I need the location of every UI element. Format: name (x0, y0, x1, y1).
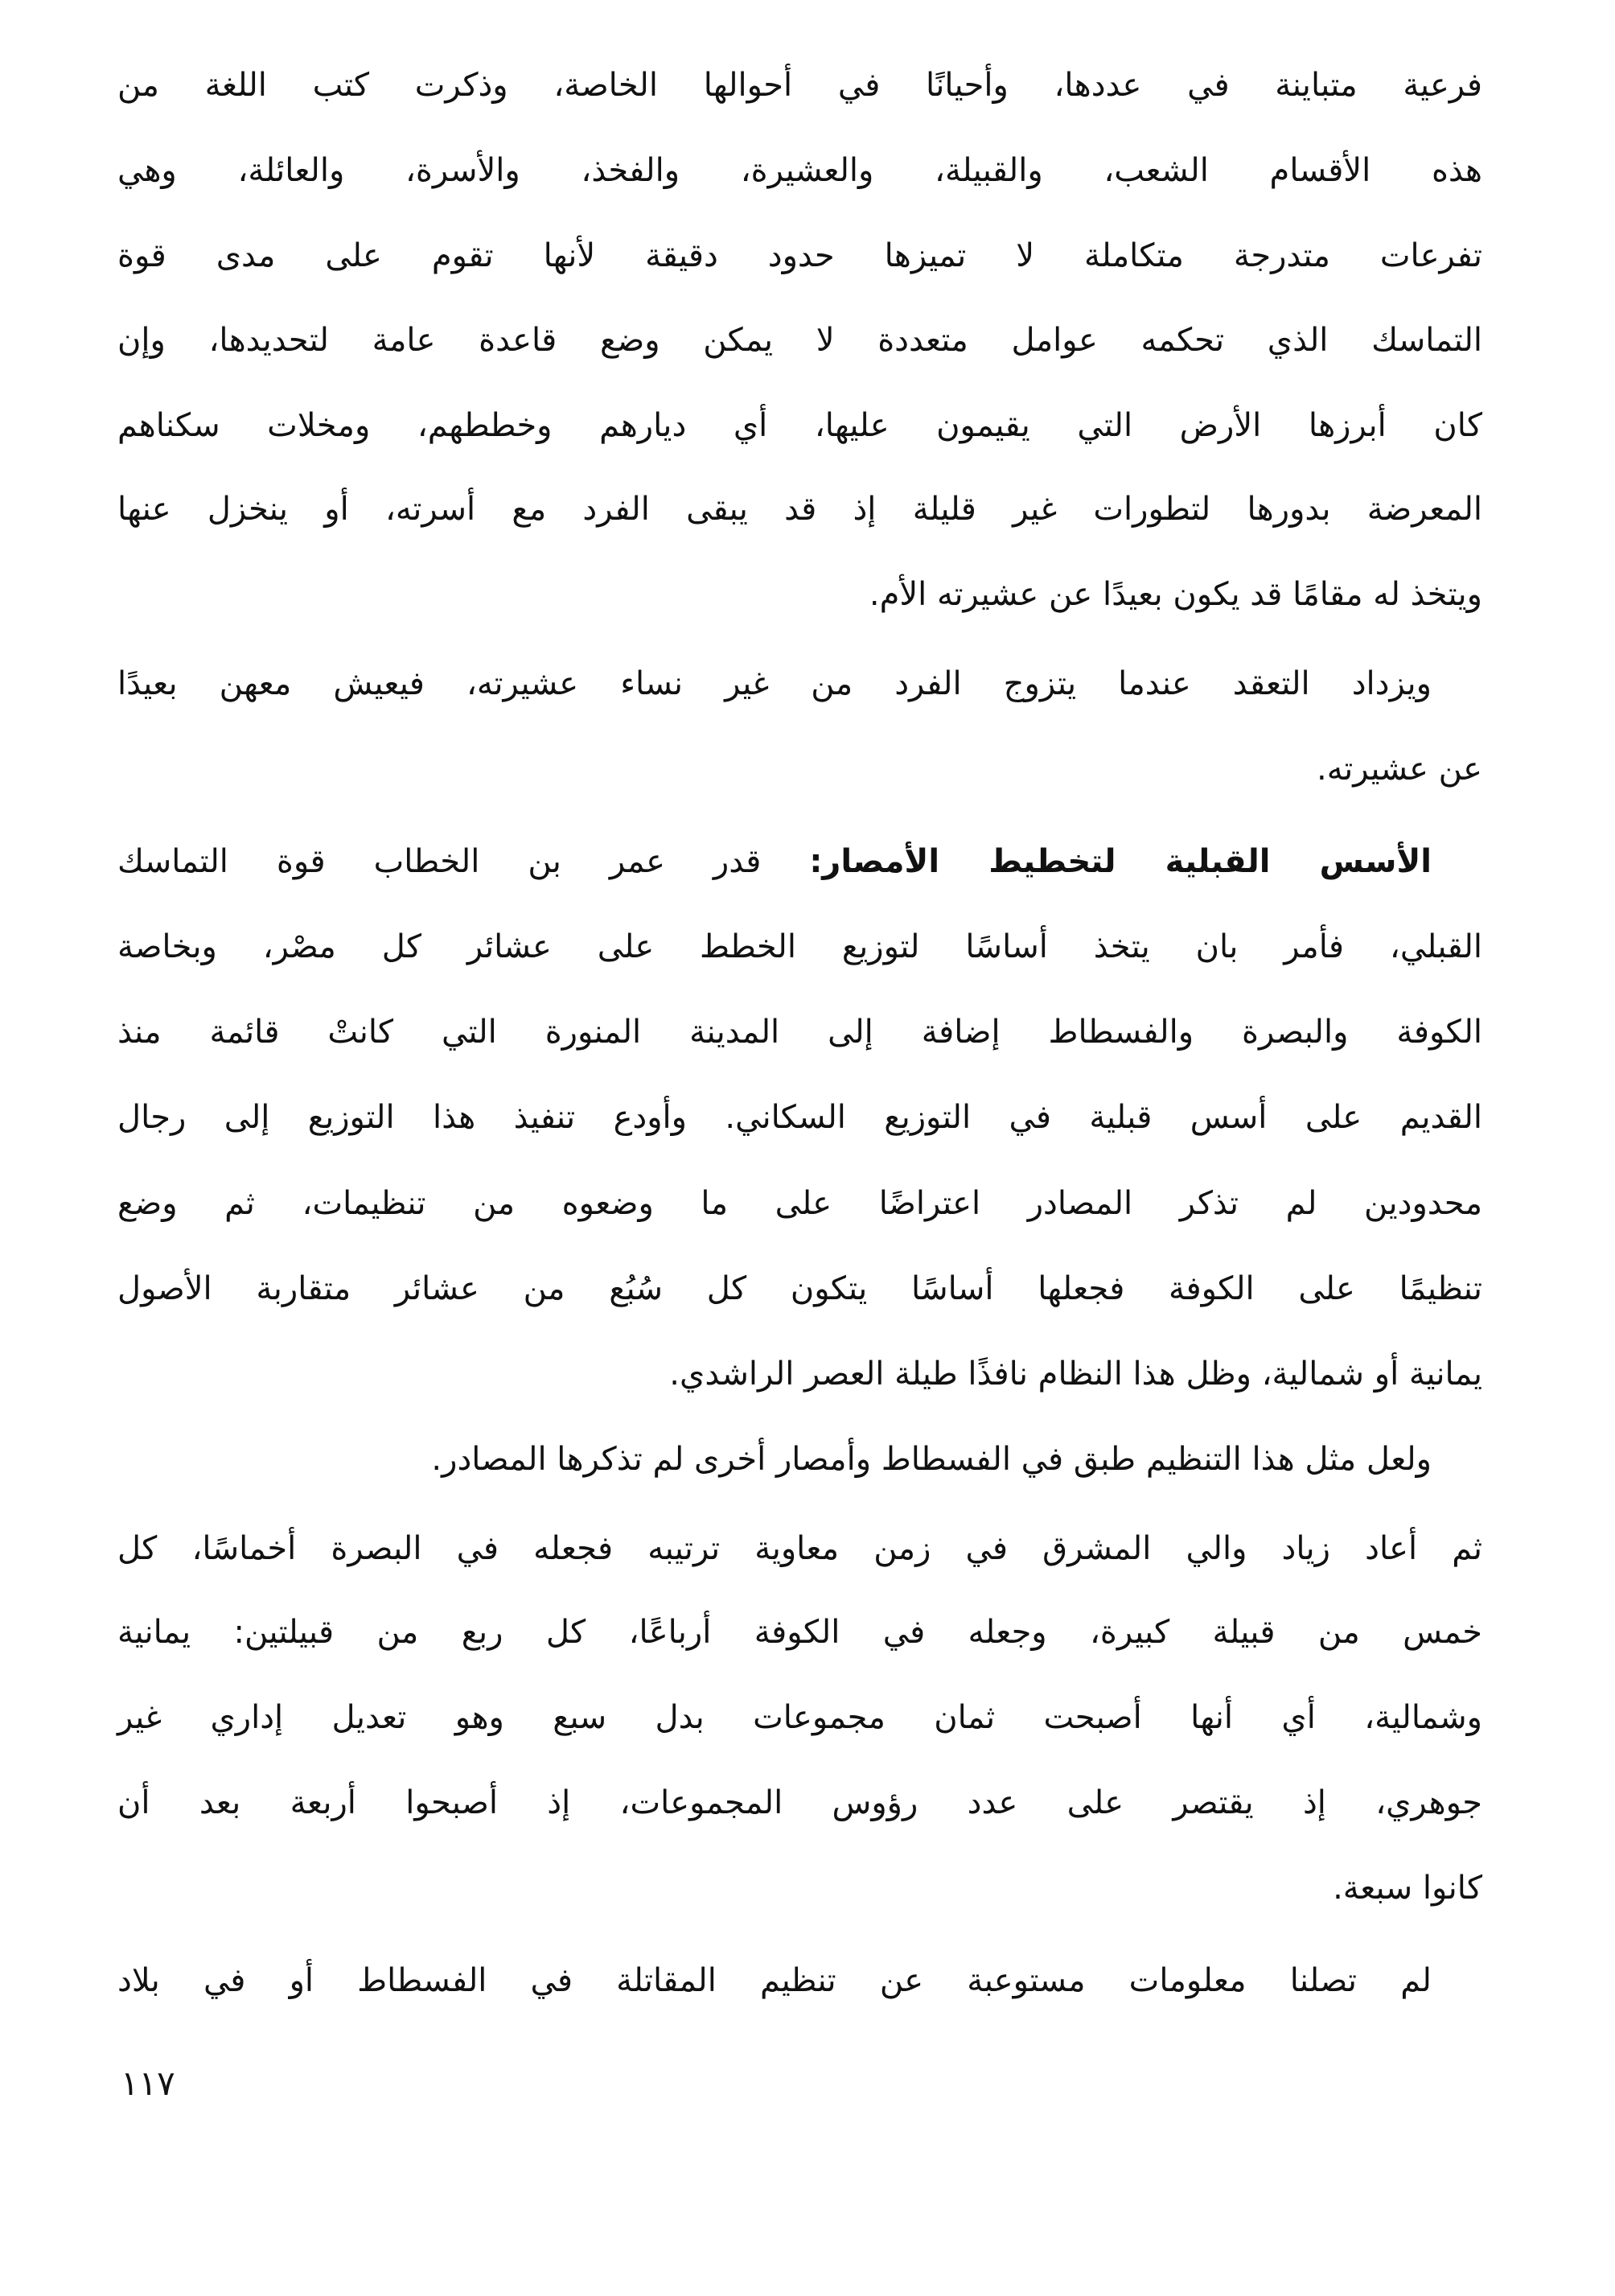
text-line: المعرضة بدورها لتطورات غير قليلة إذ قد يبقى الفرد مع أسرته، أو ينخزل عنها (117, 491, 1482, 528)
text-line: وشمالية، أي أنها أصبحت ثمان مجموعات بدل سبع وهو تعديل إداري غير (117, 1699, 1482, 1736)
section-heading: الأسس القبلية لتخطيط الأمصار: (809, 843, 1432, 880)
text-line: تفرعات متدرجة متكاملة لا تميزها حدود دقيقة لأنها تقوم على مدى قوة (117, 237, 1482, 274)
text-line: تنظيمًا على الكوفة فجعلها أساسًا يتكون كل سُبُع من عشائر متقاربة الأصول (117, 1270, 1482, 1307)
text-line: التماسك الذي تحكمه عوامل متعددة لا يمكن وضع قاعدة عامة لتحديدها، وإن (117, 322, 1482, 359)
text-line: القديم على أسس قبلية في التوزيع السكاني. وأودع تنفيذ هذا التوزيع إلى رجال (117, 1099, 1482, 1136)
text-line: فرعية متباينة في عددها، وأحيانًا في أحوالها الخاصة، وذكرت كتب اللغة من (117, 67, 1482, 104)
text-line: محدودين لم تذكر المصادر اعتراضًا على ما وضعوه من تنظيمات، ثم وضع (117, 1185, 1482, 1222)
text-line: القبلي، فأمر بان يتخذ أساسًا لتوزيع الخطط على عشائر كل مصْر، وبخاصة (117, 928, 1482, 965)
page-number: ١١٧ (121, 2064, 175, 2103)
text-fragment: قدر عمر بن الخطاب قوة التماسك (117, 843, 762, 880)
text-line: ويتخذ له مقامًا قد يكون بعيدًا عن عشيرته الأم. (869, 576, 1482, 613)
text-line: ولعل مثل هذا التنظيم طبق في الفسطاط وأمصار أخرى لم تذكرها المصادر. (431, 1441, 1432, 1478)
text-line: ويزداد التعقد عندما يتزوج الفرد من غير نساء عشيرته، فيعيش معهن بعيدًا (117, 665, 1432, 702)
text-line: كانوا سبعة. (1333, 1870, 1482, 1907)
text-line: لم تصلنا معلومات مستوعبة عن تنظيم المقاتلة في الفسطاط أو في بلاد (117, 1962, 1432, 1999)
text-line: هذه الأقسام الشعب، والقبيلة، والعشيرة، والفخذ، والأسرة، والعائلة، وهي (117, 152, 1482, 189)
text-line: خمس من قبيلة كبيرة، وجعله في الكوفة أرباعًا، كل ربع من قبيلتين: يمانية (117, 1614, 1482, 1651)
text-line: عن عشيرته. (1316, 751, 1482, 788)
text-line-with-heading (117, 817, 1432, 906)
text-line: كان أبرزها الأرض التي يقيمون عليها، أي ديارهم وخططهم، ومخلات سكناهم (117, 407, 1482, 444)
text-line: يمانية أو شمالية، وظل هذا النظام نافذًا طيلة العصر الراشدي. (669, 1356, 1482, 1393)
text-line: جوهري، إذ يقتصر على عدد رؤوس المجموعات، إذ أصبحوا أربعة بعد أن (117, 1784, 1482, 1821)
text-line: الكوفة والبصرة والفسطاط إضافة إلى المدينة المنورة التي كانتْ قائمة منذ (117, 1014, 1482, 1051)
text-line: ثم أعاد زياد والي المشرق في زمن معاوية ترتيبه فجعله في البصرة أخماسًا، كل (117, 1530, 1482, 1567)
